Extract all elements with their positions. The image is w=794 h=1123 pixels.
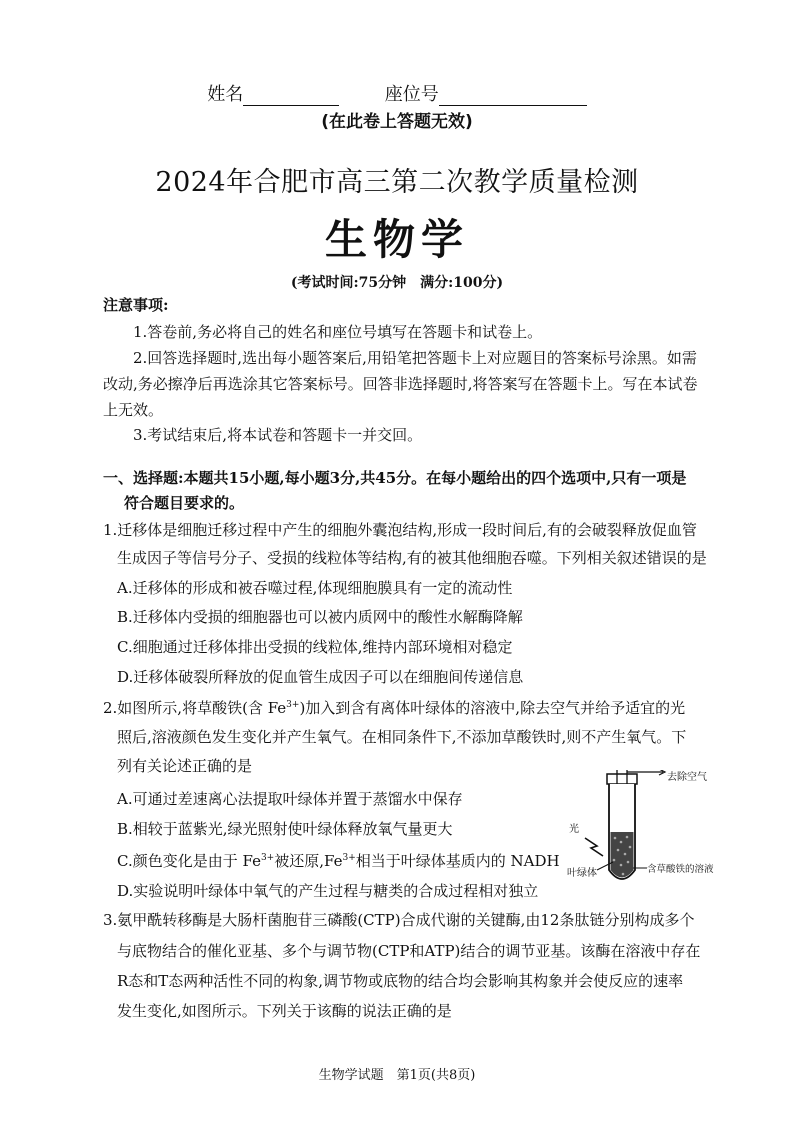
section-heading: 一、选择题:本题共15小题,每小题3分,共45分。在每小题给出的四个选项中,只有一项是 bbox=[103, 469, 687, 487]
q1-option-d[interactable]: D.迁移体破裂所释放的促血管生成因子可以在细胞间传递信息 bbox=[117, 668, 524, 686]
label-solution: 含草酸铁的溶液 bbox=[647, 864, 714, 875]
q1-option-c[interactable]: C.细胞通过迁移体排出受损的线粒体,维持内部环境相对稳定 bbox=[117, 638, 513, 656]
seat-label: 座位号 bbox=[384, 84, 439, 105]
q2-stem: 照后,溶液颜色发生变化并产生氧气。在相同条件下,不添加草酸铁时,则不产生氧气。下 bbox=[117, 728, 687, 746]
label-light: 光 bbox=[569, 824, 579, 835]
q2-stem: 2.如图所示,将草酸铁(含 $Fe^{3+}$)加入到含有离体叶绿体的溶液中,除去空气并给予适宜的光 bbox=[103, 699, 686, 717]
exam-time-info: (考试时间:75分钟 满分:100分) bbox=[290, 275, 504, 291]
name-label: 姓名 bbox=[207, 84, 244, 105]
instruction-item: 改动,务必擦净后再选涂其它答案标号。回答非选择题时,将答案写在答题卡上。写在本试卷 bbox=[103, 375, 698, 393]
q3-stem: 发生变化,如图所示。下列关于该酶的说法正确的是 bbox=[117, 1002, 452, 1020]
q2-option-b[interactable]: B.相较于蓝紫光,绿光照射使叶绿体释放氧气量更大 bbox=[117, 820, 453, 838]
q3-stem: 与底物结合的催化亚基、多个与调节物(CTP和ATP)结合的调节亚基。该酶在溶液中存在 bbox=[117, 942, 701, 960]
instruction-item: 2.回答选择题时,选出每小题答案后,用铅笔把答题卡上对应题目的答案标号涂黑。如需 bbox=[133, 349, 697, 367]
instructions-heading: 注意事项: bbox=[103, 296, 169, 314]
candidate-info-line bbox=[0, 80, 794, 106]
instruction-item: 上无效。 bbox=[103, 401, 164, 419]
tube-stopper bbox=[607, 774, 637, 784]
test-tube-diagram bbox=[563, 770, 733, 890]
q1-option-a[interactable]: A.迁移体的形成和被吞噬过程,体现细胞膜具有一定的流动性 bbox=[117, 579, 513, 597]
exam-title: 2024年合肥市高三第二次教学质量检测 bbox=[155, 167, 639, 198]
name-blank[interactable] bbox=[243, 87, 339, 106]
q1-stem: 生成因子等信号分子、受损的线粒体等结构,有的被其他细胞吞噬。下列相关叙述错误的是 bbox=[117, 549, 707, 567]
q2-option-c[interactable]: C.颜色变化是由于 $Fe^{3+}$被还原$,Fe^{3+}$相当于叶绿体基质内的 NADH bbox=[117, 852, 560, 870]
q3-stem: R态和T态两种活性不同的构象,调节物或底物的结合均会影响其构象并会使反应的速率 bbox=[117, 972, 684, 990]
seat-blank[interactable] bbox=[439, 87, 587, 106]
instruction-item: 3.考试结束后,将本试卷和答题卡一并交回。 bbox=[133, 426, 423, 444]
label-chloroplast: 叶绿体 bbox=[567, 868, 597, 879]
q2-option-a[interactable]: A.可通过差速离心法提取叶绿体并置于蒸馏水中保存 bbox=[117, 790, 463, 808]
label-remove-air: 去除空气 bbox=[667, 772, 707, 783]
q1-option-b[interactable]: B.迁移体内受损的细胞器也可以被内质网中的酸性水解酶降解 bbox=[117, 608, 523, 626]
q3-stem: 3.氨甲酰转移酶是大肠杆菌胞苷三磷酸(CTP)合成代谢的关键酶,由12条肽链分别构成多个 bbox=[103, 911, 695, 929]
section-heading-cont: 符合题目要求的。 bbox=[124, 494, 245, 512]
q2-stem: 列有关论述正确的是 bbox=[117, 757, 253, 775]
solution-liquid bbox=[611, 832, 634, 878]
page-footer: 生物学试题 第1页(共8页) bbox=[318, 1068, 476, 1083]
exam-subject: 生物学 bbox=[324, 215, 469, 264]
light-bolt-icon bbox=[585, 838, 603, 856]
q1-stem: 1.迁移体是细胞迁移过程中产生的细胞外囊泡结构,形成一段时间后,有的会破裂释放促血管 bbox=[103, 521, 697, 539]
test-tube-figure bbox=[563, 770, 733, 890]
instruction-item: 1.答卷前,务必将自己的姓名和座位号填写在答题卡和试卷上。 bbox=[133, 323, 543, 341]
invalid-answer-notice: (在此卷上答题无效) bbox=[321, 112, 473, 132]
q2-option-d[interactable]: D.实验说明叶绿体中氧气的产生过程与糖类的合成过程相对独立 bbox=[117, 882, 539, 900]
